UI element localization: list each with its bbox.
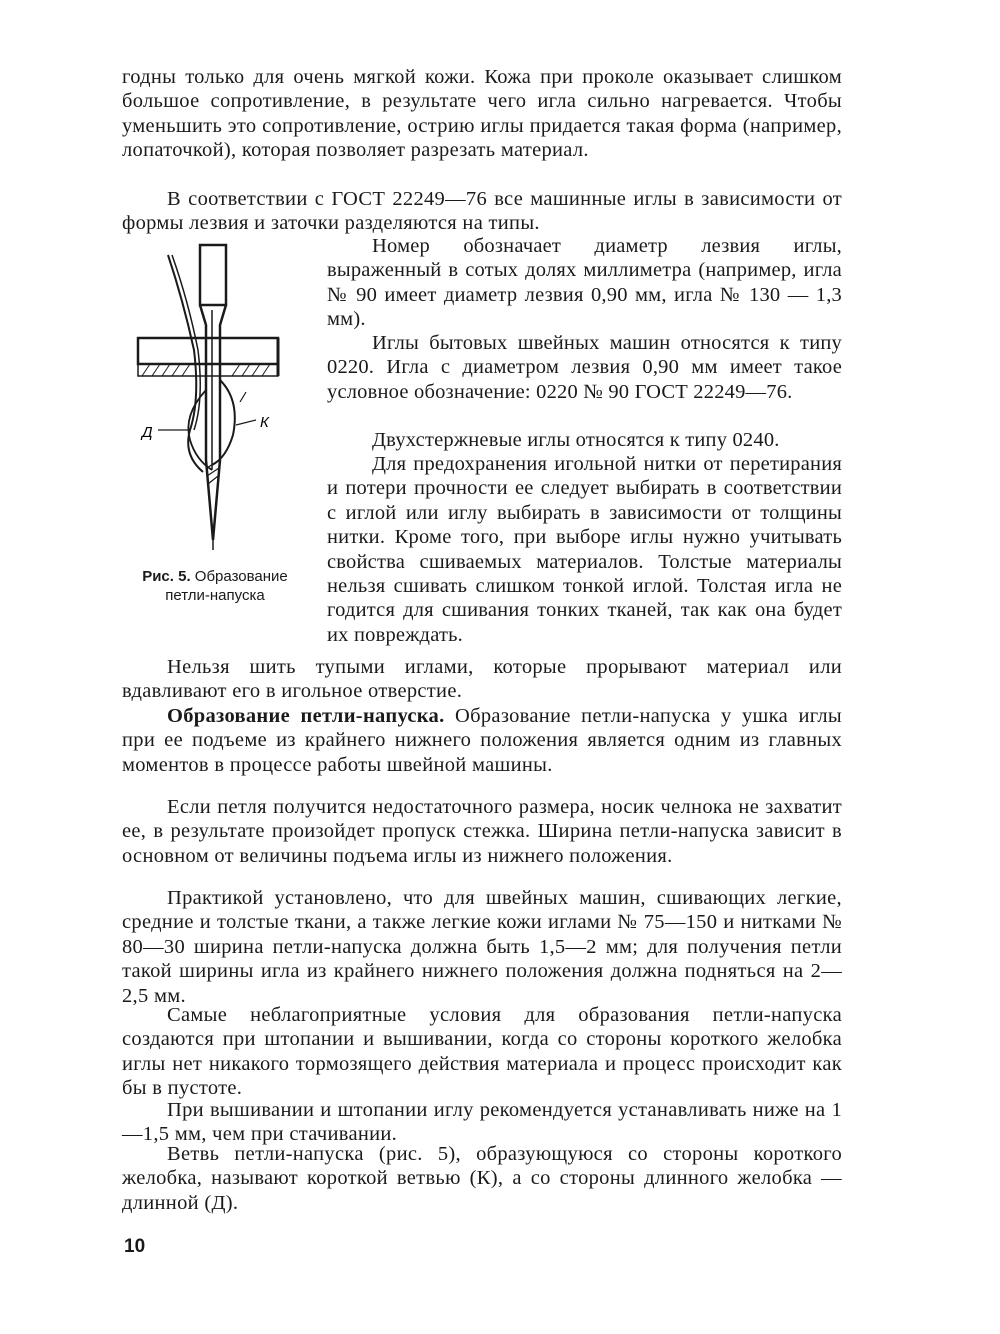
paragraph-blunt-needles: Нельзя шить тупыми иглами, которые прорывают материал или вдавливают его в игольное отверстие.	[122, 656, 842, 703]
paragraph-loop-branches: Ветвь петли-напуска (рис. 5), образующуюся со стороны короткого желобка, называют короткой ветвью (К), а со стороны длинного желобка — длинной (Д).	[122, 1143, 842, 1214]
caption-text: Образование петли-напуска	[165, 568, 288, 604]
paragraph-embroidery: При вышивании и штопании иглу рекомендуется устанавливать ниже на 1—1,5 мм, чем при стачивании.	[122, 1099, 842, 1146]
figure-caption	[140, 567, 290, 605]
paragraph-household-needles: Иглы бытовых швейных машин относятся к типу 0220. Игла с диаметром лезвия 0,90 мм имеет такое условное обозначение: 0220 № 90 ГОСТ 22249—76.	[327, 332, 842, 403]
paragraph-thread-selection: Для предохранения игольной нитки от перетирания и потери прочности ее следует выбирать в соответствии с иглой или иглу выбирать в зависимости от толщины нитки. Кроме того, при выборе иглы нужно учитывать свойства сшиваемых материалов. Толстые материалы нельзя сшивать слишком тонкой иглой. Толстая игла не годится для сшивания тонких тканей, так как она будет их повреждать.	[327, 453, 842, 646]
paragraph-loop-size: Если петля получится недостаточного размера, носик челнока не захватит ее, в результате произойдет пропуск стежка. Ширина петли-напуска зависит в основном от величины подъема иглы из нижнего положения.	[122, 796, 842, 867]
label-short-branch: К	[260, 414, 269, 431]
paragraph-worst-conditions: Самые неблагоприятные условия для образования петли-напуска создаются при штопании и вышивании, когда со стороны короткого желобка иглы нет никакого тормозящего действия материала и процесс происходит как бы в пустоте.	[122, 1004, 842, 1100]
paragraph-practice: Практикой установлено, что для швейных машин, сшивающих легкие, средние и толстые ткани, а также легкие кожи иглами № 75—150 и нитками № 80—30 ширина петли-напуска должна быть 1,5—2 мм; для получения петли такой ширины игла из крайнего нижнего положения должна подняться на 2—2,5 мм.	[122, 887, 842, 1007]
needle-loop-diagram	[128, 240, 293, 570]
caption-number: Рис. 5.	[142, 568, 191, 585]
section-heading: Образование петли-напуска.	[167, 705, 445, 727]
paragraph-loop-formation	[122, 704, 842, 777]
paragraph-needle-shape: годны только для очень мягкой кожи. Кожа при проколе оказывает слишком большое сопротивление, в результате чего игла сильно нагревается. Чтобы уменьшить это сопротивление, острию иглы придается такая форма (например, лопаточкой), которая позволяет разрезать материал.	[122, 66, 842, 162]
paragraph-needle-number: Номер обозначает диаметр лезвия иглы, выраженный в сотых долях миллиметра (например, игла № 90 имеет диаметр лезвия 0,90 мм, игла № 130 — 1,3 мм).	[327, 235, 842, 331]
section-text: Образование петли-напуска у ушка иглы при ее подъеме из крайнего нижнего положения является одним из главных моментов в процессе работы швейной машины.	[122, 705, 843, 776]
label-long-branch: Д	[142, 424, 153, 441]
paragraph-twin-needles: Двухстержневые иглы относятся к типу 0240.	[372, 429, 780, 451]
page-number: 10	[124, 1236, 146, 1257]
paragraph-gost-types: В соответствии с ГОСТ 22249—76 все машинные иглы в зависимости от формы лезвия и заточки разделяются на типы.	[122, 188, 842, 235]
